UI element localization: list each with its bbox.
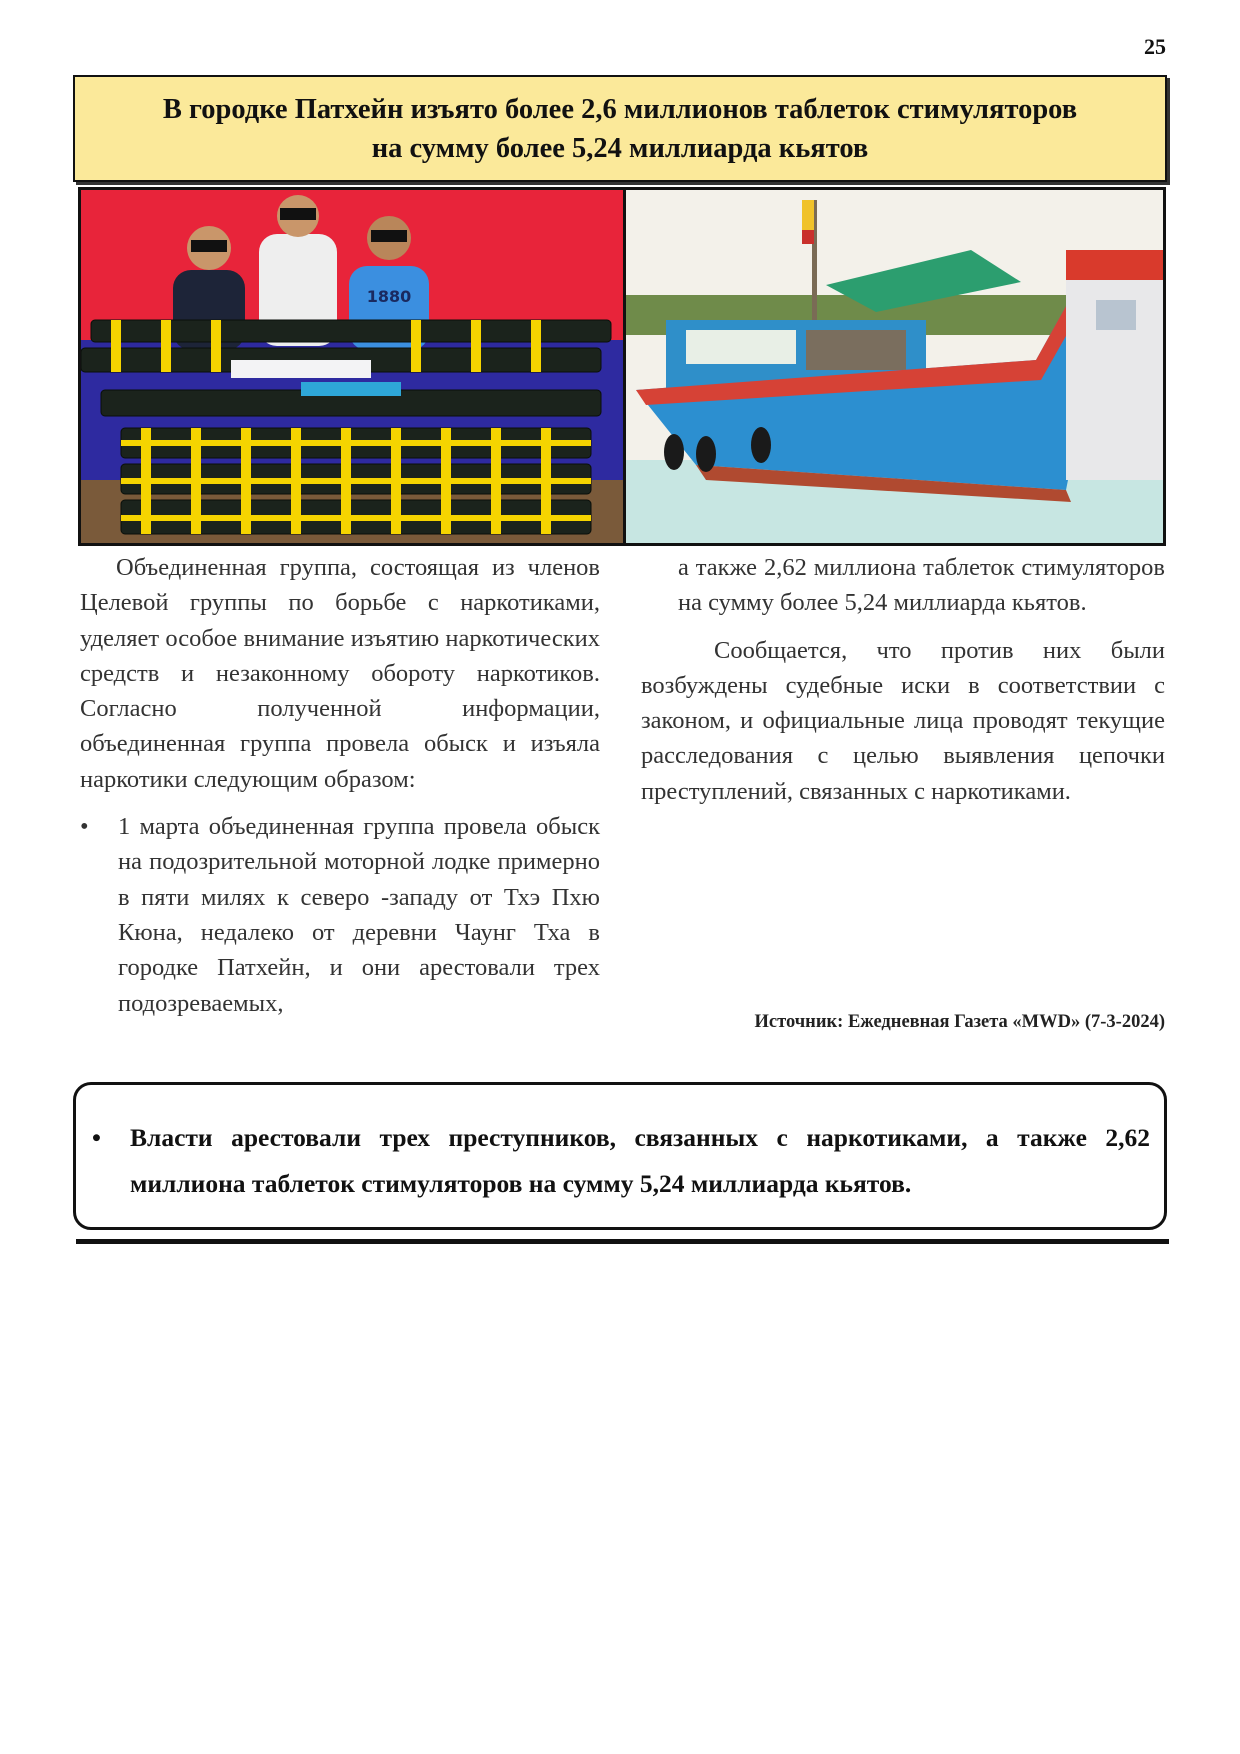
shirt-print: 1880 <box>366 287 412 306</box>
bottom-divider <box>76 1239 1169 1244</box>
article-column-right <box>641 550 1165 809</box>
article-paragraph-investigation: Сообщается, что против них были возбуждены судебные иски в соответствии с законом, и официальные лица проводят текущие расследования с целью выявления цепочки преступлений, связанных с наркотиками. <box>641 636 1165 805</box>
motor-boat-photo <box>626 190 1163 543</box>
summary-text: • Власти арестовали трех преступников, связанных с наркотиками, а также 2,62 миллиона таблеток стимуляторов на сумму 5,24 миллиарда кьятов. <box>90 1115 1150 1207</box>
seizure-list-item-continuation: а также 2,62 миллиона таблеток стимуляторов на сумму более 5,24 миллиарда кьятов. <box>678 554 1165 617</box>
seizure-list <box>80 809 600 1021</box>
motor-boat-illustration <box>626 190 1163 543</box>
source-citation: Источник: Ежедневная Газета «MWD» (7-3-2024) <box>754 1012 1165 1032</box>
seized-drugs-photo <box>81 190 623 543</box>
photo-strip <box>78 187 1166 546</box>
article-paragraph-intro: Объединенная группа, состоящая из членов Целевой группы по борьбе с наркотиками, уделяет особое внимание изъятию наркотических средств и незаконному обороту наркотиков. Согласно полученной информации, объединенная группа провела обыск и изъяла наркотики следующим образом: <box>80 554 600 793</box>
article-title-box <box>73 75 1167 182</box>
seizure-list-item: • 1 марта объединенная группа провела обыск на подозрительной моторной лодке примерно в пяти милях к северо -западу от Тхэ Пхю Кюна, недалеко от деревни Чаунг Тха в городке Патхейн, и они арестовали трех подозреваемых, <box>80 809 600 1021</box>
article-title-line-1: В городке Патхейн изъято более 2,6 миллионов таблеток стимуляторов <box>162 93 1078 125</box>
article-column-left <box>80 550 600 1021</box>
summary-box <box>73 1082 1167 1230</box>
article-title-line-2: на сумму более 5,24 миллиарда кьятов <box>371 132 869 164</box>
page-number: 25 <box>1144 34 1166 59</box>
seized-drugs-illustration <box>81 190 623 543</box>
